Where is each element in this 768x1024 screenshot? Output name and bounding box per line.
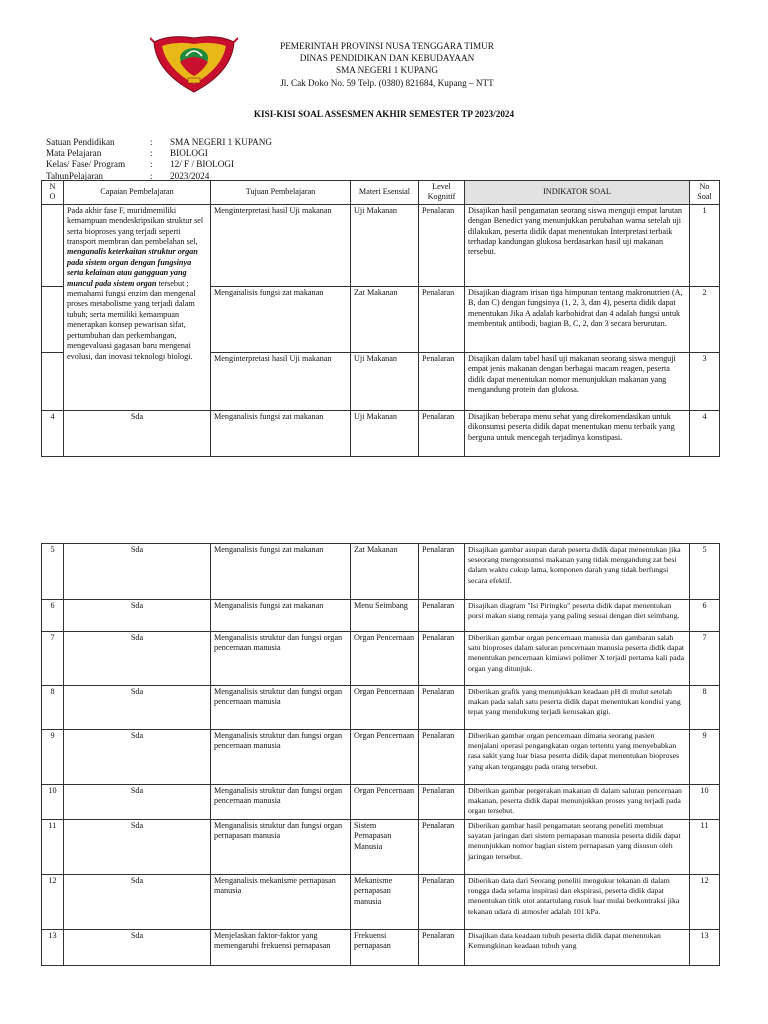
letterhead-department: DINAS PENDIDIKAN DAN KEBUDAYAAN	[299, 53, 475, 64]
letterhead	[0, 28, 768, 98]
meta-row	[46, 137, 272, 148]
soal-number: 4	[690, 410, 720, 456]
row-number: 13	[42, 930, 64, 966]
blueprint-table-continued	[41, 543, 720, 966]
header-no: N O	[42, 181, 64, 205]
meta-value: 12/ F / BIOLOGI	[170, 159, 235, 170]
document-meta	[46, 137, 272, 182]
capaian-cell: Sda	[64, 785, 211, 820]
tujuan-cell: Menganalisis struktur dan fungsi organ pencernaan manusia	[211, 785, 351, 820]
tujuan-cell: Menginterpretasi hasil Uji makanan	[211, 352, 351, 410]
capaian-cell: Sda	[64, 410, 211, 456]
table-row	[42, 544, 720, 600]
table-row	[42, 820, 720, 875]
meta-colon: :	[150, 148, 153, 159]
header-nosoal: No Soal	[690, 181, 720, 205]
ntt-province-emblem-icon	[150, 32, 238, 94]
meta-colon: :	[150, 137, 153, 147]
row-number: 11	[42, 820, 64, 875]
capaian-text-part1: Pada akhir fase F, muridmemiliki kemampuan mendeskripsikan struktur sel serta bioproses yang terjadi seperti transport membran dan pembelahan sel,	[67, 205, 204, 247]
indikator-cell: Diberikan gambar organ pencernaan dimana seorang pasien menjalani operasi pengangkatan organ tertentu yang menyebabkan rasa sakit yang luar biasa peserta didik dapat menentukan bioproses yang akan terganggu pada orang tersebut.	[465, 730, 690, 785]
indikator-cell: Diberikan data dari Seorang peneliti mengukur tekanan di dalam rongga dada selama inspirasi dan ekspirasi, peserta didik dapat menentukan titik otot antartulang rusuk luar mulai berkontraksi jika tekanan udara di atmosfer adalah 101 kPa.	[465, 875, 690, 930]
indikator-cell: Disajikan diagram irisan tiga himpunan tentang makronutrien (A, B, dan C) dengan fungsinya (1, 2, 3, dan 4), peserta didik dapat menentukan Jika A adalah karbohidrat dan 4 adalah fungsi untuk membentuk antibodi, bagian B, C, 2, dan 3 secara berurutan.	[465, 286, 690, 352]
indikator-cell: Disajikan beberapa menu sehat yang direkomendasikan untuk dikonsumsi peserta didik dapat menentukan menu terbaik yang berguna untuk mencegah terjadinya konstipasi.	[465, 410, 690, 456]
level-cell: Penalaran	[419, 286, 465, 352]
materi-cell: Zat Makanan	[351, 544, 419, 600]
meta-colon: :	[150, 159, 153, 170]
capaian-cell: Sda	[64, 820, 211, 875]
header-capaian: Capaian Pembelajaran	[64, 181, 211, 205]
header-materi: Materi Esensial	[351, 181, 419, 205]
capaian-cell: Sda	[64, 600, 211, 632]
table-header-row	[42, 181, 720, 205]
capaian-cell: Sda	[64, 544, 211, 600]
tujuan-cell: Menganalisis struktur dan fungsi organ pencernaan manusia	[211, 632, 351, 686]
meta-row	[46, 159, 272, 170]
letterhead-province: PEMERINTAH PROVINSI NUSA TENGGARA TIMUR	[280, 41, 494, 51]
tujuan-cell: Menganalisis fungsi zat makanan	[211, 410, 351, 456]
capaian-cell: Sda	[64, 730, 211, 785]
level-cell: Penalaran	[419, 632, 465, 686]
materi-cell: Menu Seimbang	[351, 600, 419, 632]
level-cell: Penalaran	[419, 544, 465, 600]
header-level: Level Kognitif	[419, 181, 465, 205]
capaian-text-part2: tersebut ; memahami fungsi enzim dan mengenal proses metabolisme yang terjadi dalam tubuh; serta memiliki kemampuan menerapkan konsep pewarisan sifat, pertumbuhan dan perkembangan, mengevaluasi gagasan baru mengenai evolusi, dan inovasi teknologi biologi.	[67, 278, 196, 361]
level-cell: Penalaran	[419, 410, 465, 456]
meta-row	[46, 148, 272, 159]
tujuan-cell: Menganalisis fungsi zat makanan	[211, 600, 351, 632]
level-cell: Penalaran	[419, 820, 465, 875]
capaian-cell: Sda	[64, 686, 211, 730]
tujuan-cell: Menganalisis struktur dan fungsi organ pernapasan manusia	[211, 820, 351, 875]
row-number	[42, 204, 64, 286]
indikator-cell: Diberikan grafik yang menunjukkan keadaan pH di mulut setelah makan pada salah satu peserta didik dapat menentukan kondisi yang tepat yang mendukung terjadi kerusakan gigi.	[465, 686, 690, 730]
capaian-pembelajaran-cell	[64, 204, 211, 410]
table-row	[42, 730, 720, 785]
indikator-cell: Disajikan diagram "Isi Piringku" peserta didik dapat menentukan porsi makan siang remaja yang paling sesuai dengan diet seimbang.	[465, 600, 690, 632]
soal-number: 3	[690, 352, 720, 410]
level-cell: Penalaran	[419, 930, 465, 966]
table-row	[42, 875, 720, 930]
meta-value: BIOLOGI	[170, 148, 208, 159]
level-cell: Penalaran	[419, 686, 465, 730]
header-indikator: INDIKATOR SOAL	[465, 181, 690, 205]
row-number: 4	[42, 410, 64, 456]
meta-label: TahunPelajaran	[46, 170, 104, 181]
materi-cell: Uji Makanan	[351, 410, 419, 456]
meta-label: Kelas/ Fase/ Program	[46, 159, 126, 170]
capaian-cell: Sda	[64, 632, 211, 686]
capaian-cell: Sda	[64, 930, 211, 966]
soal-number: 7	[690, 632, 720, 686]
row-number: 7	[42, 632, 64, 686]
soal-number: 8	[690, 686, 720, 730]
tujuan-cell: Menganalisis struktur dan fungsi organ pencernaan manusia	[211, 686, 351, 730]
row-number: 9	[42, 730, 64, 785]
row-number: 12	[42, 875, 64, 930]
materi-cell: Sistem Pernapasan Manusia	[351, 820, 419, 875]
table-row	[42, 930, 720, 966]
level-cell: Penalaran	[419, 600, 465, 632]
soal-number: 11	[690, 820, 720, 875]
table-row	[42, 410, 720, 456]
letterhead-address: Jl. Cak Doko No. 59 Telp. (0380) 821684, Kupang – NTT	[280, 77, 494, 88]
materi-cell: Frekuensi pernapasan	[351, 930, 419, 966]
materi-cell: Zat Makanan	[351, 286, 419, 352]
tujuan-cell: Menganalisis fungsi zat makanan	[211, 544, 351, 600]
meta-colon: :	[150, 170, 153, 181]
tujuan-cell: Menjelaskan faktor-faktor yang memengaruhi frekuensi pernapasan	[211, 930, 351, 966]
row-number	[42, 286, 64, 352]
header-tujuan: Tujuan Pembelajaran	[211, 181, 351, 205]
capaian-cell: Sda	[64, 875, 211, 930]
table-row	[42, 600, 720, 632]
soal-number: 6	[690, 600, 720, 632]
level-cell: Penalaran	[419, 730, 465, 785]
indikator-cell: Disajikan hasil pengamatan seorang siswa menguji empat larutan dengan Benedict yang menunjukkan perubahan warna setelah uji dilakukan, peserta didik dapat menentukan Interpretasi terbaik terhadap kandungan glukosa berdasarkan hasil uji makanan tersebut.	[465, 204, 690, 286]
materi-cell: Uji Makanan	[351, 352, 419, 410]
table-row	[42, 204, 720, 286]
letterhead-school: SMA NEGERI 1 KUPANG	[335, 65, 438, 76]
tujuan-cell: Menginterpretasi hasil Uji makanan	[211, 204, 351, 286]
materi-cell: Organ Pencernaan	[351, 785, 419, 820]
level-cell: Penalaran	[419, 204, 465, 286]
indikator-cell: Disajikan gambar asupan darah peserta didik dapat menentukan jika seseorang mengonsumsi makanan yang tidak mengandung zat besi dalam waktu cukup lama, komponen darah yang tidak berfungsi secara efektif.	[465, 544, 690, 600]
meta-label: Satuan Pendidikan	[46, 137, 115, 147]
materi-cell: Organ Pencernaan	[351, 632, 419, 686]
capaian-text-emphasis: menganalis keterkaitan struktur organ pada sistem organ dengan fungsinya serta kelainan atau gangguan yang muncul pada sistem organ	[67, 247, 198, 288]
tujuan-cell: Menganalisis fungsi zat makanan	[211, 286, 351, 352]
indikator-cell: Disajikan data keadaan tubuh peserta didik dapat menentukan Kemungkinan keadaan tubuh yang	[465, 930, 690, 966]
soal-number: 9	[690, 730, 720, 785]
indikator-cell: Diberikan gambar pergerakan makanan di dalam saluran pencernaan makanan, peserta didik dapat menunjukkan proses yang terjadi pada organ tersebut.	[465, 785, 690, 820]
materi-cell: Uji Makanan	[351, 204, 419, 286]
meta-label: Mata Pelajaran	[46, 148, 102, 159]
soal-number: 2	[690, 286, 720, 352]
tujuan-cell: Menganalisis mekanisme pernapasan manusia	[211, 875, 351, 930]
tujuan-cell: Menganalisis struktur dan fungsi organ pencernaan manusia	[211, 730, 351, 785]
soal-number: 1	[690, 204, 720, 286]
table-row	[42, 686, 720, 730]
meta-value: SMA NEGERI 1 KUPANG	[170, 137, 273, 147]
materi-cell: Mekanisme pernapasan manusia	[351, 875, 419, 930]
soal-number: 13	[690, 930, 720, 966]
letterhead-text	[252, 40, 522, 89]
materi-cell: Organ Pencernaan	[351, 686, 419, 730]
level-cell: Penalaran	[419, 875, 465, 930]
table-row	[42, 785, 720, 820]
indikator-cell: Disajikan dalam tabel hasil uji makanan seorang siswa menguji empat jenis makanan dengan berbagai macam reagen, peserta didik dapat menentukan nomor menunjukkan makanan yang mengandung protein dan glukosa.	[465, 352, 690, 410]
soal-number: 5	[690, 544, 720, 600]
indikator-cell: Diberikan gambar organ pencernaan manusia dan gambaran salah satu bioproses dalam saluran pencernaan manusia peserta didik dapat menentukan pencernaan kimiawi polimer X terjadi pertama kali pada organ yang ditunjuk.	[465, 632, 690, 686]
row-number: 6	[42, 600, 64, 632]
level-cell: Penalaran	[419, 352, 465, 410]
soal-number: 12	[690, 875, 720, 930]
row-number: 10	[42, 785, 64, 820]
row-number: 5	[42, 544, 64, 600]
soal-number: 10	[690, 785, 720, 820]
meta-value: 2023/2024	[170, 170, 210, 181]
row-number	[42, 352, 64, 410]
indikator-cell: Diberikan gambar hasil pengamatan seorang peneliti membuat sayatan jaringan dari sistem pernapasan manusia peserta didik dapat menunjukkan nomor bagian sistem pernapasan yang disusun oleh jaringan tersebut.	[465, 820, 690, 875]
row-number: 8	[42, 686, 64, 730]
materi-cell: Organ Pencernaan	[351, 730, 419, 785]
document-title: KISI-KISI SOAL ASSESMEN AKHIR SEMESTER TP 2023/2024	[253, 109, 515, 119]
level-cell: Penalaran	[419, 785, 465, 820]
blueprint-table	[41, 180, 720, 457]
table-row	[42, 632, 720, 686]
